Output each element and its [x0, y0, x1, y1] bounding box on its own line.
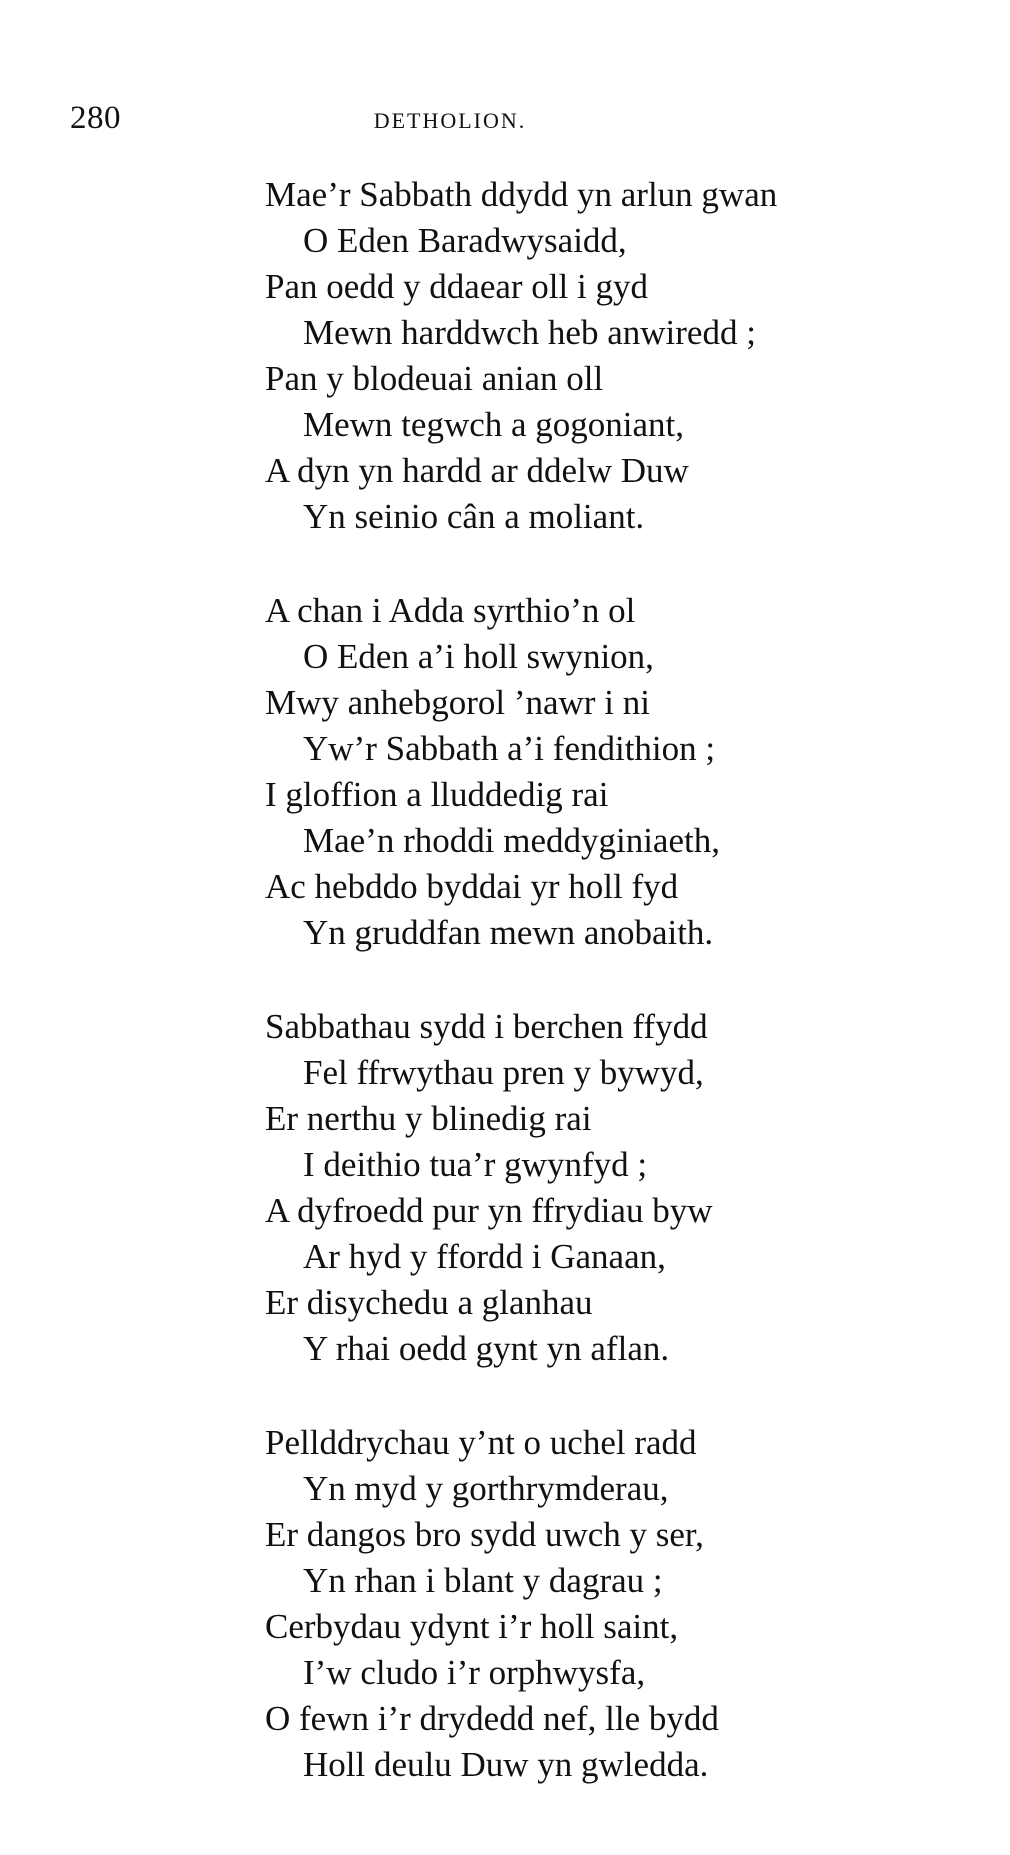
poem-line: O fewn i’r drydedd nef, lle bydd [265, 1699, 719, 1738]
poem-line: Ar hyd y ffordd i Ganaan, [303, 1237, 666, 1276]
poem-line: Mewn tegwch a gogoniant, [303, 405, 685, 444]
poem-line: A dyn yn hardd ar ddelw Duw [265, 451, 689, 490]
poem-line: Y rhai oedd gynt yn aflan. [303, 1329, 670, 1368]
poem-line: Pan y blodeuai anian oll [265, 359, 604, 398]
stanza [265, 588, 985, 956]
running-title: DETHOLION. [373, 108, 527, 133]
page-header [70, 100, 940, 140]
poem-line: Mwy anhebgorol ’nawr i ni [265, 683, 650, 722]
poem-line: Er nerthu y blinedig rai [265, 1099, 592, 1138]
poem-line: O Eden Baradwysaidd, [303, 221, 627, 260]
poem-line: A chan i Adda syrthio’n ol [265, 591, 636, 630]
poem-line: A dyfroedd pur yn ffrydiau byw [265, 1191, 713, 1230]
stanza [265, 1004, 985, 1372]
poem-line: Fel ffrwythau pren y bywyd, [303, 1053, 704, 1092]
poem-line: I gloffion a lluddedig rai [265, 775, 609, 814]
poem-line: Holl deulu Duw yn gwledda. [303, 1745, 709, 1784]
page-number: 280 [70, 100, 121, 136]
poem-line: Pan oedd y ddaear oll i gyd [265, 267, 648, 306]
poem-line: Pellddrychau y’nt o uchel radd [265, 1423, 697, 1462]
poem-line: Sabbathau sydd i berchen ffydd [265, 1007, 708, 1046]
poem-line: Yn myd y gorthrymderau, [303, 1469, 669, 1508]
stanza [265, 172, 985, 540]
poem-line: I’w cludo i’r orphwysfa, [303, 1653, 646, 1692]
poem-line: Mae’r Sabbath ddydd yn arlun gwan [265, 175, 778, 214]
poem-line: Er disychedu a glanhau [265, 1283, 593, 1322]
poem-line: I deithio tua’r gwynfyd ; [303, 1145, 648, 1184]
poem-line: Yn gruddfan mewn anobaith. [303, 913, 714, 952]
poem-line: Cerbydau ydynt i’r holl saint, [265, 1607, 679, 1646]
poem-line: Yw’r Sabbath a’i fendithion ; [303, 729, 716, 768]
poem [265, 172, 985, 1836]
poem-line: Yn seinio cân a moliant. [303, 497, 645, 536]
poem-line: Er dangos bro sydd uwch y ser, [265, 1515, 704, 1554]
poem-line: Yn rhan i blant y dagrau ; [303, 1561, 663, 1600]
poem-line: Mewn harddwch heb anwiredd ; [303, 313, 756, 352]
stanza [265, 1420, 985, 1788]
poem-line: O Eden a’i holl swynion, [303, 637, 654, 676]
poem-line: Ac hebddo byddai yr holl fyd [265, 867, 679, 906]
poem-line: Mae’n rhoddi meddyginiaeth, [303, 821, 720, 860]
